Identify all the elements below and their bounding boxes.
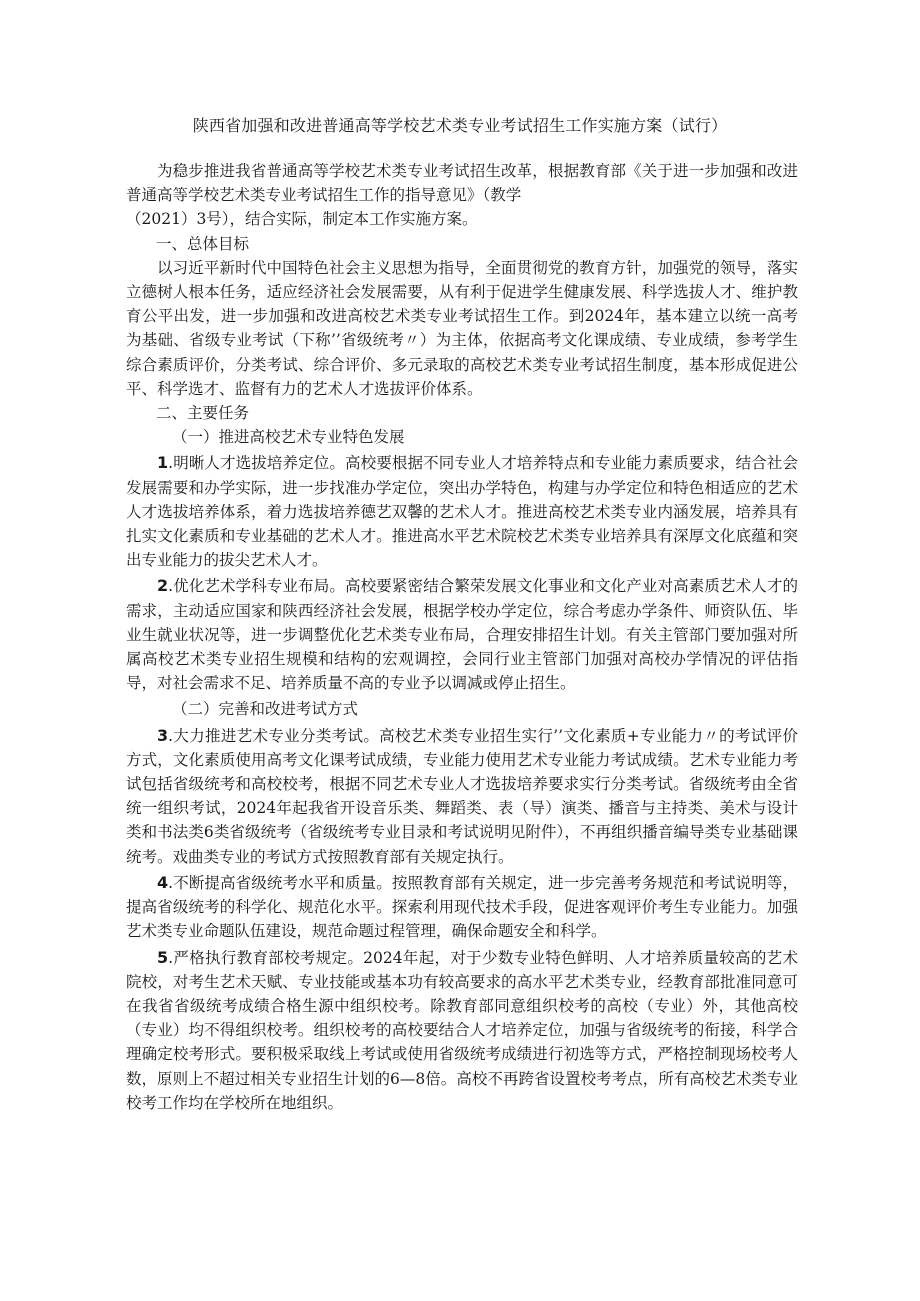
list-item-5: [126, 946, 798, 1115]
subsection-heading-2: （二）完善和改进考试方式: [172, 700, 359, 719]
intro-paragraph: 为稳步推进我省普通高等学校艺术类专业考试招生改革，根据教育部《关于进一步加强和改进普通高等学校艺术类专业考试招生工作的指导意见》（教学: [126, 162, 798, 205]
intro-paragraph-continuation: （2021）3号），结合实际，制定本工作实施方案。: [126, 210, 478, 229]
document-title: 陕西省加强和改进普通高等学校艺术类专业考试招生工作实施方案（试行）: [192, 116, 728, 135]
subsection-heading-1: （一）推进高校艺术专业特色发展: [172, 428, 405, 447]
item-text: .大力推进艺术专业分类考试。高校艺术类专业招生实行’’文化素质+专业能力〃的考试评价方式，文化素质使用高考文化课考试成绩，专业能力使用艺术专业能力考试成绩。艺术专业能力考试包括省级统考和高校校考，根据不同艺术专业人才选拔培养要求实行分类考试。省级统考由全省统一组织考试，2024年起我省开设音乐类、舞蹈类、表（导）演类、播音与主持类、美术与设计类和书法类6类省级统考（省级统考专业目录和考试说明见附件），不再组织播音编导类专业基础课统考。戏曲类专业的考试方式按照教育部有关规定执行。: [126, 726, 798, 866]
item-number: 4: [157, 872, 169, 892]
list-item-1: [126, 451, 798, 572]
list-item-3: [126, 724, 798, 869]
section-heading-main-tasks: 二、主要任务: [156, 404, 250, 423]
item-number: 1: [157, 453, 169, 473]
item-text: .不断提高省级统考水平和质量。按照教育部有关规定，进一步完善考务规范和考试说明等，提高省级统考的科学化、规范化水平。探索利用现代技术手段，促进客观评价考生专业能力。加强艺术类专业命题队伍建设，规范命题过程管理，确保命题安全和科学。: [126, 873, 798, 941]
item-number: 3: [157, 725, 169, 745]
list-item-2: [126, 574, 798, 695]
item-number: 5: [157, 947, 169, 967]
item-text: .明晰人才选拔培养定位。高校要根据不同专业人才培养特点和专业能力素质要求，结合社会发展需要和办学实际，进一步找准办学定位，突出办学特色，构建与办学定位和特色相适应的艺术人才选拔培养体系，着力选拔培养德艺双馨的艺术人才。推进高校艺术类专业内涵发展，培养具有扎实文化素质和专业基础的艺术人才。推进高水平艺术院校艺术类专业培养具有深厚文化底蕴和突出专业能力的拔尖艺术人才。: [126, 454, 798, 570]
item-text: .优化艺术学科专业布局。高校要紧密结合繁荣发展文化事业和文化产业对高素质艺术人才的需求，主动适应国家和陕西经济社会发展，根据学校办学定位，综合考虑办学条件、师资队伍、毕业生就业状况等，进一步调整优化艺术类专业布局，合理安排招生计划。有关主管部门要加强对所属高校艺术类专业招生规模和结构的宏观调控，会同行业主管部门加强对高校办学情况的评估指导，对社会需求不足、培养质量不高的专业予以调减或停止招生。: [126, 577, 798, 693]
item-text: .严格执行教育部校考规定。2024年起，对于少数专业特色鲜明、人才培养质量较高的艺术院校，对考生艺术天赋、专业技能或基本功有较高要求的高水平艺术类专业，经教育部批准同意可在我省省级统考成绩合格生源中组织校考。除教育部同意组织校考的高校（专业）外，其他高校（专业）均不得组织校考。组织校考的高校要结合人才培养定位，加强与省级统考的衔接，科学合理确定校考形式。要积极采取线上考试或使用省级统考成绩进行初选等方式，严格控制现场校考人数，原则上不超过相关专业招生计划的6—8倍。高校不再跨省设置校考考点，所有高校艺术类专业校考工作均在学校所在地组织。: [126, 948, 798, 1112]
document-body: [126, 159, 798, 1115]
section-paragraph-overall-goal: 以习近平新时代中国特色社会主义思想为指导，全面贯彻党的教育方针，加强党的领导，落实立德树人根本任务，适应经济社会发展需要，从有利于促进学生健康发展、科学选拔人才、维护教育公平出发，进一步加强和改进高校艺术类专业考试招生工作。到2024年，基本建立以统一高考为基础、省级专业考试（下称’’省级统考〃）为主体，依据高考文化课成绩、专业成绩，参考学生综合素质评价，分类考试、综合评价、多元录取的高校艺术类专业考试招生制度，基本形成促进公平、科学选才、监督有力的艺术人才选拔评价体系。: [126, 258, 798, 398]
item-number: 2: [157, 576, 169, 596]
list-item-4: [126, 871, 798, 944]
section-heading-overall-goal: 一、总体目标: [156, 234, 250, 253]
